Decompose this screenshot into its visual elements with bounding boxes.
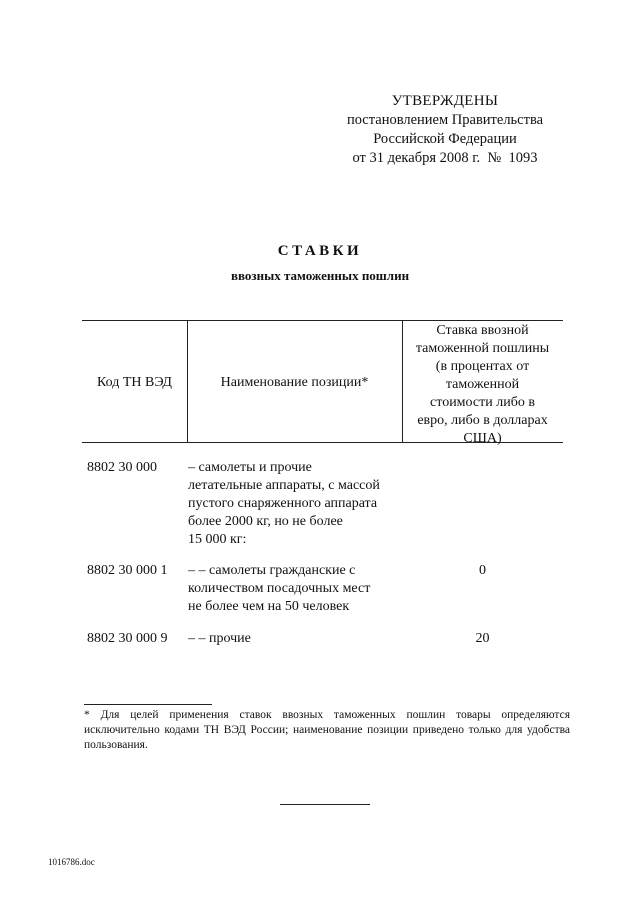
end-of-document-rule — [280, 804, 370, 805]
row-code: 8802 30 000 1 — [87, 563, 168, 578]
row-description: – – самолеты гражданские с количеством посадочных мест не более чем на 50 человек — [188, 563, 371, 614]
footnote-separator — [84, 704, 212, 705]
file-reference: 1016786.doc — [48, 857, 95, 867]
header-name: Наименование позиции* — [220, 375, 369, 390]
document-subtitle: ввозных таможенных пошлин — [230, 268, 410, 283]
approval-line-3: от 31 декабря 2008 г. № 1093 — [352, 150, 538, 166]
row-rate: 0 — [479, 563, 486, 578]
approval-block — [320, 92, 570, 168]
row-rate: 20 — [475, 631, 490, 646]
row-code: 8802 30 000 9 — [87, 631, 168, 646]
header-rate: Ставка ввозной таможенной пошлины (в процентах от таможенной стоимости либо в евро, либо в долларах США) — [415, 323, 550, 446]
approval-line-2: Российской Федерации — [373, 131, 517, 147]
footnote: * Для целей применения ставок ввозных таможенных пошлин товары определяются исключительно кодами ТН ВЭД России; наименование позиции приведено только для удобства пользования. — [84, 709, 570, 751]
approval-line-1: постановлением Правительства — [346, 112, 544, 128]
row-description: – самолеты и прочие летательные аппараты, с массой пустого снаряженного аппарата более 2000 кг, но не более 15 000 кг: — [188, 460, 380, 547]
approval-title: УТВЕРЖДЕНЫ — [391, 93, 499, 109]
document-title: СТАВКИ — [277, 243, 363, 259]
table-top-border — [82, 320, 563, 321]
row-description: – – прочие — [188, 631, 251, 646]
row-code: 8802 30 000 — [87, 460, 157, 475]
header-code: Код ТН ВЭД — [97, 375, 172, 390]
